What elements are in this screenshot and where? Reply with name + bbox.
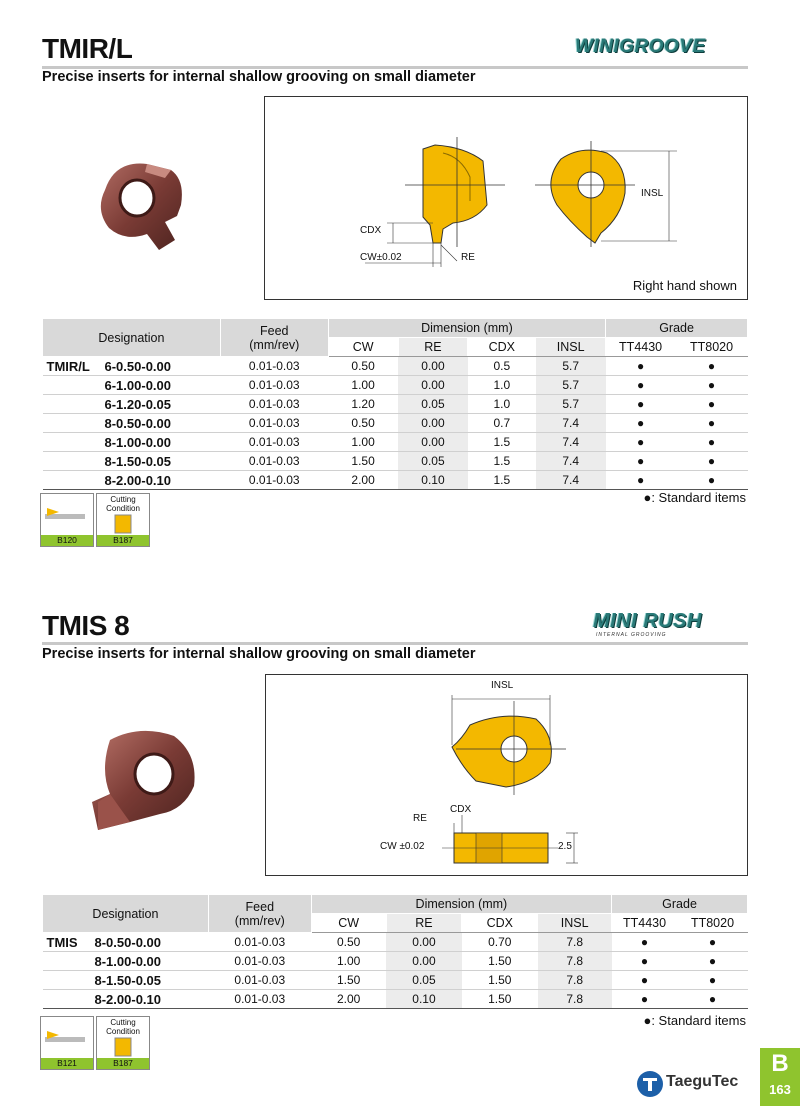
feed-cell: 0.01-0.03 <box>208 933 311 952</box>
re-label: RE <box>461 252 475 263</box>
feed-cell: 0.01-0.03 <box>208 952 311 971</box>
book-icon <box>97 1037 149 1057</box>
grade2-cell: ● <box>676 471 748 490</box>
cutting-condition-label: Cutting Condition <box>106 495 140 513</box>
insl-cell: 5.7 <box>536 376 606 395</box>
cutting-condition-label: Cutting Condition <box>106 1018 140 1036</box>
cdx-label: CDX <box>360 225 382 236</box>
table-row <box>43 452 748 471</box>
tmir-dimension-figure <box>264 96 748 300</box>
table-row <box>43 357 748 376</box>
cw-header-2: CW <box>311 914 386 933</box>
insl-cell: 7.4 <box>536 433 606 452</box>
feed-cell: 0.01-0.03 <box>220 376 328 395</box>
cdx-cell: 0.70 <box>462 933 538 952</box>
re-cell: 0.05 <box>398 452 468 471</box>
cdx-cell: 1.5 <box>468 452 536 471</box>
grade2-header: TT8020 <box>676 338 748 357</box>
cw-cell: 1.50 <box>311 971 386 990</box>
re-cell: 0.10 <box>386 990 462 1009</box>
grade1-cell: ● <box>606 376 676 395</box>
ref-badge-b120[interactable] <box>40 493 94 547</box>
cdx-label-2: CDX <box>450 804 472 815</box>
cdx-header: CDX <box>468 338 536 357</box>
boring-bar-icon <box>41 494 93 534</box>
designation-code: 8-0.50-0.00 <box>94 934 161 950</box>
grade1-cell: ● <box>612 933 678 952</box>
cdx-cell: 1.50 <box>462 971 538 990</box>
designation-cell <box>43 452 221 471</box>
cutting-condition-badge-2[interactable] <box>96 1016 150 1070</box>
designation-code: 6-1.20-0.05 <box>104 396 171 412</box>
cw-cell: 0.50 <box>311 933 386 952</box>
grade1-cell: ● <box>606 395 676 414</box>
dim-2-5-label: 2.5 <box>558 841 572 852</box>
section1-subtitle: Precise inserts for internal shallow grooving on small diameter <box>42 69 476 85</box>
re-cell: 0.05 <box>398 395 468 414</box>
grade2-cell: ● <box>678 952 748 971</box>
designation-code: 8-0.50-0.00 <box>104 415 171 431</box>
standard-items-note: ●: Standard items <box>643 490 746 505</box>
cw-cell: 0.50 <box>328 357 398 376</box>
section2-rule <box>42 642 748 645</box>
cdx-cell: 1.5 <box>468 471 536 490</box>
table-row <box>43 395 748 414</box>
re-cell: 0.00 <box>386 933 462 952</box>
insl-cell: 7.4 <box>536 471 606 490</box>
designation-cell <box>43 376 221 395</box>
feed-cell: 0.01-0.03 <box>208 990 311 1009</box>
designation-code: 8-1.50-0.05 <box>104 453 171 469</box>
re-cell: 0.00 <box>398 433 468 452</box>
brand-name: TaeguTec <box>666 1073 739 1090</box>
designation-code: 8-2.00-0.10 <box>104 472 171 488</box>
insl-header-2: INSL <box>538 914 612 933</box>
tmis-dimension-figure <box>265 674 748 876</box>
boring-bar-icon <box>41 1017 93 1057</box>
designation-cell <box>43 952 209 971</box>
cw-cell: 2.00 <box>311 990 386 1009</box>
re-label-2: RE <box>413 813 427 824</box>
tmir-insert-photo <box>85 150 195 260</box>
feed-header: Feed (mm/rev) <box>220 319 328 357</box>
re-cell: 0.00 <box>398 414 468 433</box>
feed-cell: 0.01-0.03 <box>220 357 328 376</box>
cdx-cell: 1.5 <box>468 433 536 452</box>
feed-cell: 0.01-0.03 <box>220 433 328 452</box>
grade-header-2: Grade <box>612 895 748 914</box>
designation-code: 8-1.50-0.05 <box>94 972 161 988</box>
cdx-header-2: CDX <box>462 914 538 933</box>
cw-cell: 1.00 <box>328 433 398 452</box>
designation-prefix: TMIS <box>46 934 78 950</box>
designation-header-2: Designation <box>43 895 209 933</box>
feed-cell: 0.01-0.03 <box>220 452 328 471</box>
book-icon <box>97 514 149 534</box>
cdx-cell: 1.50 <box>462 952 538 971</box>
re-header: RE <box>398 338 468 357</box>
tab-letter: B <box>771 1050 789 1077</box>
grade1-header-2: TT4430 <box>612 914 678 933</box>
minirush-logo-sub: INTERNAL GROOVING <box>596 632 667 638</box>
grade2-cell: ● <box>676 395 748 414</box>
grade2-cell: ● <box>676 414 748 433</box>
grade2-cell: ● <box>678 933 748 952</box>
cdx-cell: 1.0 <box>468 376 536 395</box>
cw-label: CW±0.02 <box>360 252 402 263</box>
designation-code: 8-2.00-0.10 <box>94 991 161 1007</box>
insl-cell: 7.8 <box>538 952 612 971</box>
tmir-spec-table <box>42 318 748 490</box>
grade1-cell: ● <box>606 433 676 452</box>
grade1-cell: ● <box>606 471 676 490</box>
insl-cell: 5.7 <box>536 395 606 414</box>
designation-code: 8-1.00-0.00 <box>104 434 171 450</box>
designation-cell <box>43 414 221 433</box>
badge-ref: B187 <box>97 1058 149 1069</box>
designation-code: 6-0.50-0.00 <box>104 358 171 374</box>
grade1-cell: ● <box>612 990 678 1009</box>
insl-cell: 7.8 <box>538 990 612 1009</box>
feed-header-2: Feed (mm/rev) <box>208 895 311 933</box>
grade2-header-2: TT8020 <box>678 914 748 933</box>
cw-cell: 0.50 <box>328 414 398 433</box>
cw-cell: 1.00 <box>311 952 386 971</box>
grade2-cell: ● <box>676 376 748 395</box>
cw-cell: 1.00 <box>328 376 398 395</box>
grade1-cell: ● <box>606 452 676 471</box>
re-header-2: RE <box>386 914 462 933</box>
minirush-logo: MINI RUSH <box>593 610 702 632</box>
re-cell: 0.10 <box>398 471 468 490</box>
section2-subtitle: Precise inserts for internal shallow grooving on small diameter <box>42 646 476 662</box>
ref-badge-b121[interactable] <box>40 1016 94 1070</box>
section2-title: TMIS 8 <box>42 610 130 641</box>
dimension-header-2: Dimension (mm) <box>311 895 611 914</box>
grade1-cell: ● <box>612 971 678 990</box>
cutting-condition-badge[interactable] <box>96 493 150 547</box>
cw-cell: 1.50 <box>328 452 398 471</box>
designation-prefix: TMIR/L <box>46 358 90 374</box>
table-row <box>43 933 748 952</box>
cdx-cell: 1.0 <box>468 395 536 414</box>
insl-label-2: INSL <box>491 680 514 691</box>
designation-cell <box>43 395 221 414</box>
badge-ref: B120 <box>41 535 93 546</box>
cw-header: CW <box>328 338 398 357</box>
designation-cell <box>43 471 221 490</box>
grade2-cell: ● <box>678 990 748 1009</box>
tmir-drawing <box>265 97 747 299</box>
table-row <box>43 990 748 1009</box>
winigroove-logo: WINIGROOVE <box>575 36 706 57</box>
table-row <box>43 971 748 990</box>
feed-cell: 0.01-0.03 <box>220 414 328 433</box>
insl-cell: 7.8 <box>538 971 612 990</box>
taegutec-logo-icon <box>636 1070 664 1098</box>
page-number: 163 <box>769 1082 791 1097</box>
tmis-spec-table <box>42 894 748 1009</box>
designation-cell <box>43 990 209 1009</box>
section-tab <box>760 1048 800 1106</box>
tmis-drawing <box>266 675 747 875</box>
insl-label: INSL <box>641 188 664 199</box>
feed-cell: 0.01-0.03 <box>220 471 328 490</box>
tmis-insert-photo <box>80 710 210 840</box>
grade2-cell: ● <box>676 433 748 452</box>
table-row <box>43 433 748 452</box>
table-row <box>43 471 748 490</box>
re-cell: 0.00 <box>398 357 468 376</box>
re-cell: 0.00 <box>398 376 468 395</box>
cdx-cell: 1.50 <box>462 990 538 1009</box>
feed-cell: 0.01-0.03 <box>220 395 328 414</box>
designation-cell <box>43 933 209 952</box>
designation-cell <box>43 971 209 990</box>
table-row <box>43 376 748 395</box>
insl-cell: 7.4 <box>536 414 606 433</box>
section1-title: TMIR/L <box>42 33 133 64</box>
insl-header: INSL <box>536 338 606 357</box>
designation-code: 8-1.00-0.00 <box>94 953 161 969</box>
grade1-cell: ● <box>606 357 676 376</box>
grade1-cell: ● <box>606 414 676 433</box>
cw-label-2: CW ±0.02 <box>380 841 425 852</box>
grade2-cell: ● <box>676 452 748 471</box>
designation-header: Designation <box>43 319 221 357</box>
grade2-cell: ● <box>676 357 748 376</box>
grade1-header: TT4430 <box>606 338 676 357</box>
designation-cell <box>43 433 221 452</box>
designation-code: 6-1.00-0.00 <box>104 377 171 393</box>
insl-cell: 5.7 <box>536 357 606 376</box>
grade2-cell: ● <box>678 971 748 990</box>
feed-cell: 0.01-0.03 <box>208 971 311 990</box>
dimension-header: Dimension (mm) <box>328 319 605 338</box>
insl-cell: 7.8 <box>538 933 612 952</box>
badge-ref: B187 <box>97 535 149 546</box>
table-row <box>43 952 748 971</box>
grade-header: Grade <box>606 319 748 338</box>
right-hand-note: Right hand shown <box>632 278 737 293</box>
re-cell: 0.00 <box>386 952 462 971</box>
cdx-cell: 0.7 <box>468 414 536 433</box>
cw-cell: 1.20 <box>328 395 398 414</box>
designation-cell <box>43 357 221 376</box>
standard-items-note-2: ●: Standard items <box>643 1013 746 1028</box>
cdx-cell: 0.5 <box>468 357 536 376</box>
re-cell: 0.05 <box>386 971 462 990</box>
insl-cell: 7.4 <box>536 452 606 471</box>
cw-cell: 2.00 <box>328 471 398 490</box>
table-row <box>43 414 748 433</box>
badge-ref: B121 <box>41 1058 93 1069</box>
grade1-cell: ● <box>612 952 678 971</box>
